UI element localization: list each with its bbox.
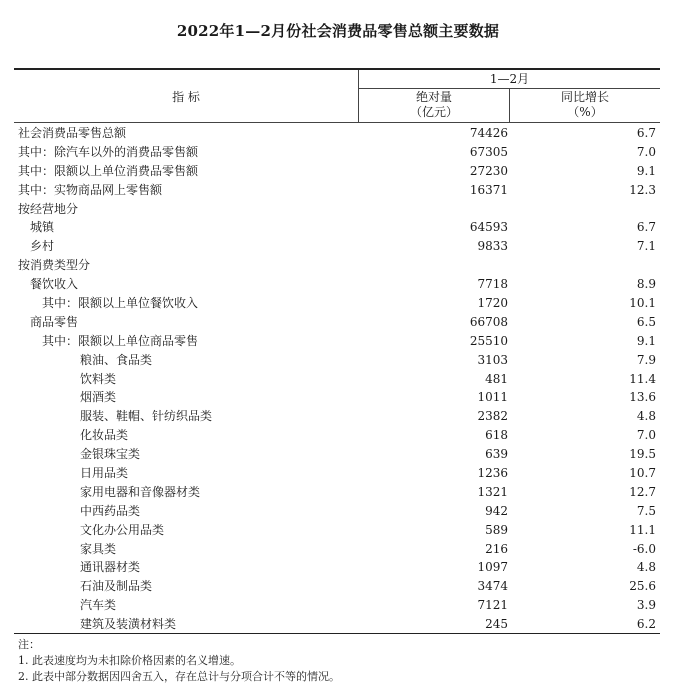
- page-title: 2022年1—2月份社会消费品零售总额主要数据: [176, 22, 500, 40]
- absolute-value: 1011: [477, 390, 508, 405]
- absolute-value: 64593: [469, 220, 508, 235]
- row-label: 烟酒类: [80, 390, 117, 405]
- absolute-value: 942: [485, 503, 508, 518]
- absolute-value: 3103: [477, 352, 508, 367]
- row-label: 建筑及装潢材料类: [80, 617, 177, 632]
- row-label: 家具类: [80, 541, 117, 556]
- table-row: [14, 351, 660, 370]
- table-body: [14, 124, 660, 634]
- yoy-value: 8.9: [636, 277, 656, 292]
- absolute-value: 66708: [469, 314, 508, 329]
- yoy-value: 7.9: [636, 352, 656, 367]
- table-row: [14, 540, 660, 559]
- yoy-unit: （%）: [567, 105, 603, 119]
- yoy-value: 6.7: [636, 220, 656, 235]
- table-row: [14, 370, 660, 389]
- absolute-value: 7121: [477, 598, 508, 613]
- yoy-label: 同比增长: [560, 90, 609, 104]
- yoy-value: 13.6: [629, 390, 656, 405]
- absolute-value: 1321: [477, 484, 508, 499]
- absolute-unit: （亿元）: [409, 105, 458, 119]
- row-label: 社会消费品零售总额: [18, 126, 127, 140]
- row-label: 其中：限额以上单位消费品零售额: [18, 163, 199, 178]
- table-row: [14, 162, 660, 181]
- row-label: 其中：限额以上单位商品零售: [42, 333, 199, 348]
- yoy-value: 3.9: [636, 598, 656, 613]
- absolute-value: 639: [485, 447, 508, 462]
- table-row: [14, 237, 660, 256]
- table-row: [14, 388, 660, 407]
- absolute-header: [359, 90, 509, 122]
- row-label: 乡村: [30, 239, 55, 254]
- row-label: 石油及制品类: [80, 579, 153, 594]
- row-label: 汽车类: [80, 598, 117, 613]
- absolute-value: 27230: [469, 163, 508, 178]
- row-label: 其中：限额以上单位餐饮收入: [42, 296, 199, 311]
- absolute-value: 245: [485, 617, 508, 632]
- yoy-header: [510, 90, 660, 122]
- absolute-value: 7718: [477, 277, 508, 292]
- indicator-header: 指 标: [172, 89, 200, 104]
- row-label: 按经营地分: [18, 201, 79, 216]
- table-row: [14, 596, 660, 615]
- table-row: [14, 143, 660, 162]
- absolute-value: 9833: [477, 239, 508, 254]
- absolute-value: 1720: [477, 296, 508, 311]
- table-row: [14, 577, 660, 596]
- yoy-value: 6.7: [636, 126, 656, 140]
- absolute-value: 3474: [477, 579, 508, 594]
- table-row: [14, 200, 660, 219]
- absolute-value: 16371: [469, 182, 508, 197]
- row-label: 服装、鞋帽、针纺织品类: [80, 409, 213, 424]
- absolute-value: 216: [485, 541, 508, 556]
- table-row: [14, 218, 660, 237]
- row-label: 金银珠宝类: [80, 447, 141, 462]
- yoy-value: 12.3: [629, 182, 656, 197]
- table-row: [14, 615, 660, 634]
- absolute-value: 1236: [477, 466, 508, 481]
- yoy-value: 11.1: [629, 522, 656, 537]
- row-label: 按消费类型分: [18, 258, 91, 273]
- table-row: [14, 464, 660, 483]
- note-item: 1. 此表速度均为未扣除价格因素的名义增速。: [18, 654, 241, 667]
- yoy-value: 9.1: [636, 163, 656, 178]
- table-bottom-rule: [14, 633, 660, 634]
- absolute-value: 481: [485, 371, 508, 386]
- absolute-value: 2382: [477, 409, 508, 424]
- row-label: 中西药品类: [80, 503, 141, 518]
- table-row: [14, 181, 660, 200]
- row-label: 商品零售: [30, 314, 79, 329]
- yoy-value: 7.5: [636, 503, 656, 518]
- yoy-value: -6.0: [632, 541, 656, 556]
- absolute-value: 25510: [469, 333, 508, 348]
- row-label: 家用电器和音像器材类: [80, 484, 201, 499]
- row-label: 文化办公用品类: [80, 522, 165, 537]
- yoy-value: 6.2: [636, 617, 656, 632]
- table-row: [14, 483, 660, 502]
- row-label: 粮油、食品类: [80, 352, 153, 367]
- row-label: 饮料类: [80, 371, 117, 386]
- period-header: 1—2月: [489, 72, 530, 86]
- row-label: 城镇: [30, 220, 55, 235]
- table-row: [14, 521, 660, 540]
- table-row: [14, 502, 660, 521]
- absolute-value: 589: [485, 522, 508, 537]
- yoy-value: 7.1: [636, 239, 656, 254]
- absolute-value: 74426: [469, 126, 508, 140]
- row-label: 化妆品类: [80, 428, 129, 443]
- yoy-value: 12.7: [629, 484, 656, 499]
- table-row: [14, 332, 660, 351]
- row-label: 日用品类: [80, 466, 129, 481]
- row-label: 其中：除汽车以外的消费品零售额: [18, 144, 199, 159]
- table-row: [14, 426, 660, 445]
- table-row: [14, 445, 660, 464]
- absolute-value: 67305: [469, 144, 508, 159]
- table-row: [14, 313, 660, 332]
- notes: [18, 637, 340, 685]
- row-label: 通讯器材类: [80, 560, 141, 575]
- absolute-label: 绝对量: [415, 90, 452, 104]
- absolute-value: 618: [485, 428, 508, 443]
- yoy-value: 10.7: [629, 466, 656, 481]
- yoy-value: 7.0: [636, 428, 656, 443]
- row-label: 其中：实物商品网上零售额: [18, 182, 163, 197]
- absolute-value: 1097: [477, 560, 508, 575]
- header-rule: [14, 122, 660, 123]
- table-row: [14, 275, 660, 294]
- yoy-value: 10.1: [629, 296, 656, 311]
- row-label: 餐饮收入: [30, 277, 79, 292]
- yoy-value: 25.6: [629, 579, 656, 594]
- notes-label: 注：: [18, 638, 40, 651]
- table-row: [14, 256, 660, 275]
- table-row: [14, 407, 660, 426]
- yoy-value: 4.8: [636, 560, 656, 575]
- yoy-value: 11.4: [629, 371, 656, 386]
- note-item: 2. 此表中部分数据因四舍五入，存在总计与分项合计不等的情况。: [18, 670, 340, 683]
- table-row: [14, 124, 660, 143]
- yoy-value: 19.5: [629, 447, 656, 462]
- yoy-value: 4.8: [636, 409, 656, 424]
- yoy-value: 7.0: [636, 144, 656, 159]
- yoy-value: 6.5: [636, 314, 656, 329]
- table-row: [14, 294, 660, 313]
- yoy-value: 9.1: [636, 333, 656, 348]
- table-row: [14, 558, 660, 577]
